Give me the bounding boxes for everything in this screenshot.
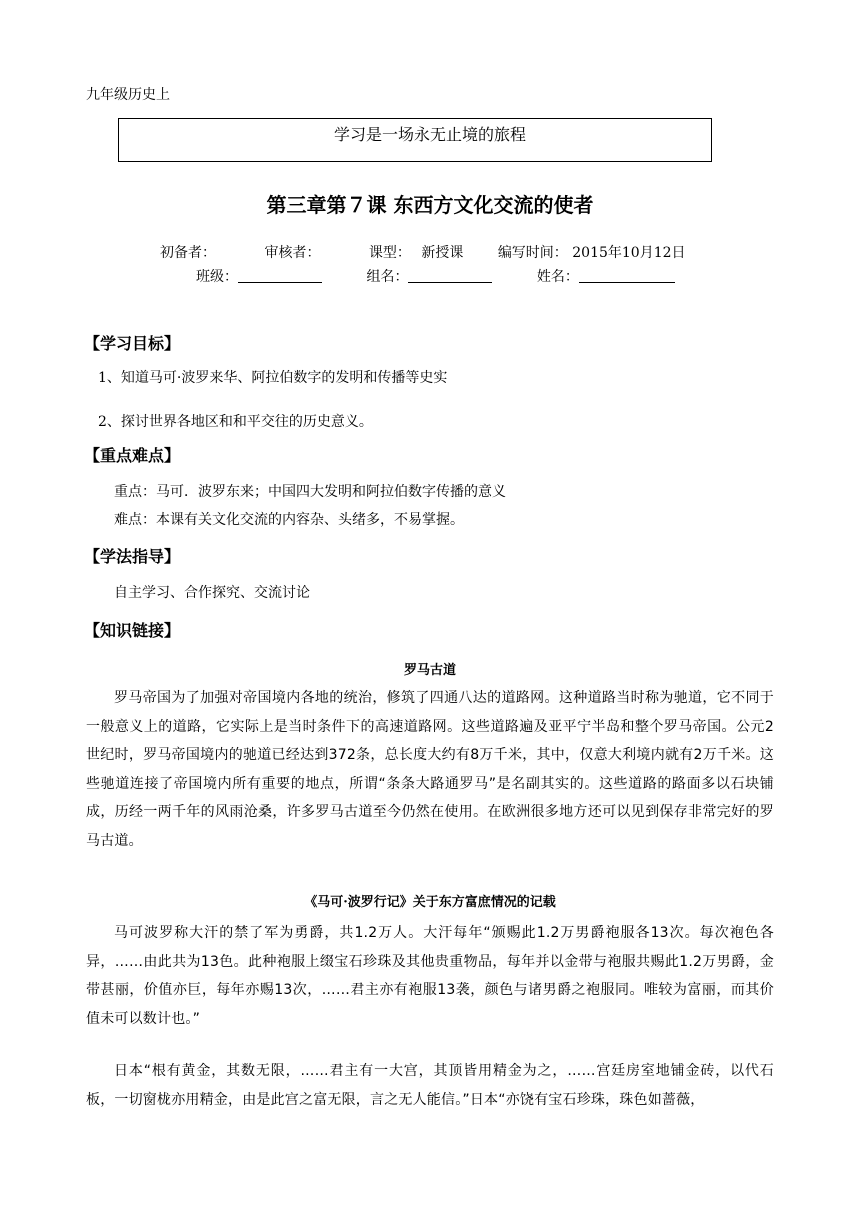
key-points-heading: 【重点难点】 [84, 446, 181, 465]
key-point-item-1: 重点：马可．波罗东来；中国四大发明和阿拉伯数字传播的意义 [114, 484, 506, 500]
group-label: 组名： [366, 269, 409, 285]
name-label: 姓名： [536, 269, 579, 285]
objectives-heading: 【学习目标】 [84, 334, 181, 353]
reviewer-label: 审核者： [264, 245, 321, 261]
key-point-item-2: 难点：本课有关文化交流的内容杂、头绪多，不易掌握。 [114, 512, 464, 528]
date-value: 2015年10月12日 [572, 245, 686, 261]
lesson-type-label: 课型： [368, 245, 411, 261]
meta-row-1 [160, 242, 686, 262]
objective-item-2: 2、探讨世界各地区和和平交往的历史意义。 [98, 414, 373, 430]
preparer-label: 初备者： [160, 245, 216, 261]
lesson-type-value: 新授课 [421, 245, 464, 261]
knowledge-heading: 【知识链接】 [84, 621, 181, 640]
group-field[interactable] [408, 268, 492, 283]
name-field[interactable] [579, 268, 675, 283]
header-label: 九年级历史上 [86, 87, 170, 103]
objective-item-1: 1、知道马可·波罗来华、阿拉伯数字的发明和传播等史实 [98, 370, 448, 386]
method-heading: 【学法指导】 [84, 547, 181, 566]
roman-road-paragraph: 罗马帝国为了加强对帝国境内各地的统治，修筑了四通八达的道路网。这种道路当时称为驰道，它不同于一般意义上的道路，它实际上是当时条件下的高速道路网。这些道路遍及亚平宁半岛和整个罗马帝国。公元2世纪时，罗马帝国境内的驰道已经达到372条，总长度大约有8万千米，其中，仅意大利境内就有2万千米。这些驰道连接了帝国境内所有重要的地点，所谓“条条大路通罗马”是名副其实的。这些道路的路面多以石块铺成，历经一两千年的风雨沧桑，许多罗马古道至今仍然在使用。在欧洲很多地方还可以见到保存非常完好的罗马古道。 [86, 690, 774, 849]
meta-row-2 [196, 266, 675, 286]
marco-polo-paragraph-1: 马可波罗称大汗的禁了军为勇爵，共1.2万人。大汗每年“颁赐此1.2万男爵袍服各13次。每次袍色各异，……由此共为13色。此种袍服上缀宝石珍珠及其他贵重物品，每年并以金带与袍服共赐此1.2万男爵，金带甚丽，价值亦巨，每年亦赐13次，……君主亦有袍服13袭，颜色与诸男爵之袍服同。唯较为富丽，而其价值未可以数计也。” [86, 925, 774, 1027]
motto-text: 学习是一场永无止境的旅程 [333, 125, 526, 144]
lesson-title: 第三章第７课 东西方文化交流的使者 [266, 193, 594, 217]
date-label: 编写时间： [497, 245, 568, 261]
marco-polo-title: 《马可·波罗行记》关于东方富庶情况的记载 [304, 895, 556, 910]
roman-road-title: 罗马古道 [403, 663, 456, 678]
method-text: 自主学习、合作探究、交流讨论 [114, 585, 310, 601]
class-label: 班级： [196, 269, 238, 285]
class-field[interactable] [238, 268, 322, 283]
marco-polo-paragraph-2: 日本“根有黄金，其数无限，……君主有一大宫，其顶皆用精金为之，……宫廷房室地铺金砖，以代石板，一切窗栊亦用精金，由是此宫之富无限，言之无人能信。”日本“亦饶有宝石珍珠，珠色如蔷薇， [86, 1063, 774, 1108]
